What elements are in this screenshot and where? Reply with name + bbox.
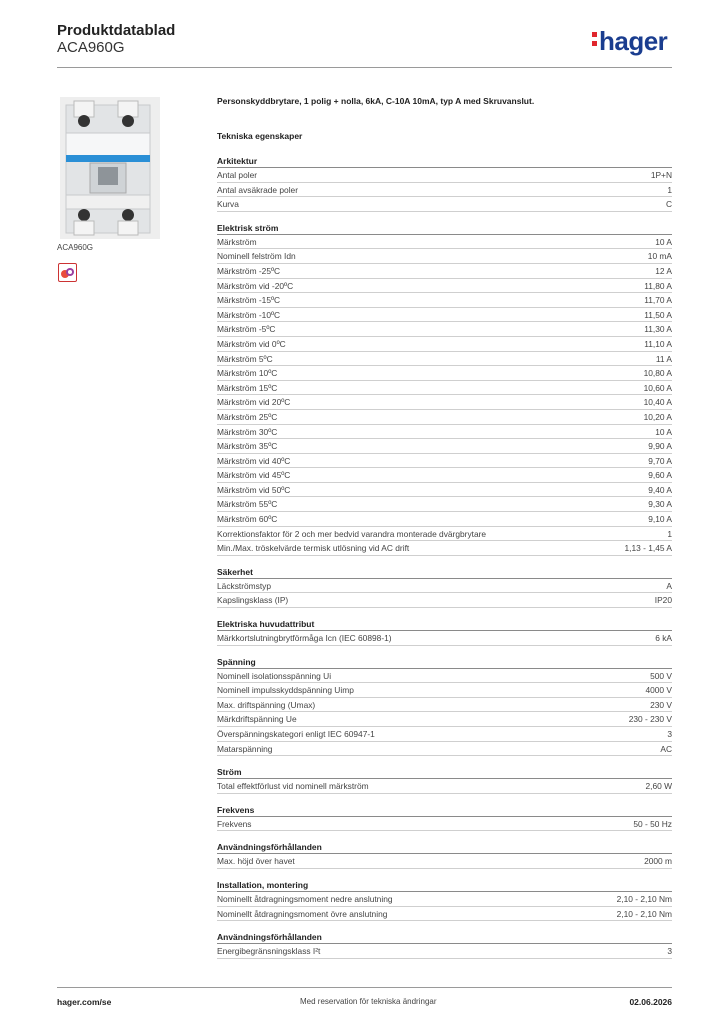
product-code: ACA960G [57,39,125,56]
spec-value: C [665,199,672,210]
spec-row [217,439,672,454]
hager-logo [592,27,667,55]
section-title: Elektrisk ström [217,222,672,235]
spec-value: 230 V [650,699,672,710]
spec-value: 3 [667,946,672,957]
spec-row [217,249,672,264]
spec-row [217,235,672,250]
spec-section [217,804,672,832]
spec-value: 2,10 - 2,10 Nm [616,893,672,904]
footer-note: Med reservation för tekniska ändringar [300,997,437,1006]
spec-label: Läckströmstyp [217,580,271,591]
spec-row [217,698,672,713]
spec-value: 11,80 A [644,280,672,291]
spec-value: 1 [667,184,672,195]
spec-label: Märkström 60ºC [217,514,278,525]
section-title: Användningsförhållanden [217,841,672,854]
spec-label: Energibegränsningsklass I²t [217,946,321,957]
spec-label: Frekvens [217,818,252,829]
spec-label: Överspänningskategori enligt IEC 60947-1 [217,729,375,739]
header-divider [57,67,672,68]
spec-label: Nominell impulsskyddspänning Uimp [217,685,354,696]
spec-row [217,541,672,556]
footer-date: 02.06.2026 [629,997,672,1007]
spec-label: Märkström 55ºC [217,499,278,510]
spec-value: 9,70 A [648,455,672,466]
spec-section [217,155,672,212]
spec-label: Max. driftspänning (Umax) [217,699,316,710]
spec-label: Nominell felström Idn [217,251,296,262]
spec-row [217,425,672,440]
spec-row [217,854,672,869]
spec-value: 10,40 A [643,397,672,408]
spec-row [217,907,672,922]
section-title: Användningsförhållanden [217,931,672,944]
spec-label: Nominellt åtdragningsmoment övre anslutning [217,908,388,919]
spec-value: 3 [667,729,672,739]
spec-label: Märkström -15ºC [217,295,281,306]
spec-value: 11 A [655,353,672,364]
spec-row [217,454,672,469]
product-description: Personskyddbrytare, 1 polig + nolla, 6kA, C-10A 10mA, typ A med Skruvanslut. [217,96,535,106]
logo-text: hager [599,26,668,56]
spec-row [217,322,672,337]
spec-value: 230 - 230 V [628,714,672,725]
section-title: Ström [217,766,672,779]
spec-value: 1,13 - 1,45 A [624,543,672,554]
spec-label: Matarspänning [217,743,273,754]
spec-label: Märkström 35ºC [217,441,278,452]
section-title: Arkitektur [217,155,672,168]
spec-label: Märkkortslutningbrytförmåga Icn (IEC 60898-1) [217,633,392,644]
footer-divider [57,987,672,988]
spec-row [217,410,672,425]
spec-label: Antal poler [217,170,258,180]
circuit-breaker-icon [60,97,160,239]
spec-row [217,197,672,212]
spec-label: Märkström 5ºC [217,353,273,364]
spec-row [217,892,672,907]
spec-label: Märkström vid 45ºC [217,470,291,481]
spec-value: 10,20 A [643,411,672,422]
spec-value: 11,30 A [644,324,672,335]
spec-value: 11,10 A [644,338,672,349]
section-title: Installation, montering [217,879,672,892]
spec-row [217,264,672,279]
spec-value: 11,50 A [644,309,672,320]
section-title: Elektriska huvudattribut [217,618,672,631]
spec-label: Märkström [217,236,257,247]
spec-value: 11,70 A [644,295,672,306]
spec-section [217,222,672,556]
spec-row [217,308,672,323]
image-caption: ACA960G [57,243,94,252]
spec-row [217,512,672,527]
spec-row [217,352,672,367]
spec-row [217,593,672,608]
spec-row [217,944,672,959]
spec-label: Max. höjd över havet [217,856,295,867]
spec-label: Märkström vid 40ºC [217,455,291,466]
spec-value: 2,10 - 2,10 Nm [616,908,672,919]
spec-row [217,337,672,352]
spec-value: 9,10 A [648,514,672,525]
spec-value: 2000 m [644,856,672,867]
spec-value: 9,30 A [648,499,672,510]
spec-value: 10,60 A [643,382,672,393]
spec-value: 10,80 A [643,368,672,379]
environmental-badge-icon [58,263,77,282]
spec-label: Nominellt åtdragningsmoment nedre anslutning [217,893,393,904]
spec-value: 9,90 A [648,441,672,452]
spec-label: Märkström vid 50ºC [217,484,291,495]
product-image [60,97,160,239]
spec-row [217,366,672,381]
spec-label: Antal avsäkrade poler [217,184,299,195]
spec-label: Märkström 30ºC [217,426,278,437]
spec-label: Kapslingsklass (IP) [217,595,289,606]
section-title: Frekvens [217,804,672,817]
spec-row [217,381,672,396]
spec-label: Min./Max. tröskelvärde termisk utlösning vid AC drift [217,543,410,554]
spec-value: 10 mA [647,251,672,262]
spec-section [217,766,672,794]
spec-label: Märkström 15ºC [217,382,278,393]
spec-row [217,579,672,594]
spec-section [217,931,672,959]
spec-value: 1 [667,528,672,539]
section-title: Spänning [217,656,672,669]
spec-row [217,293,672,308]
spec-label: Märkdriftspänning Ue [217,714,297,725]
spec-value: 500 V [650,670,672,681]
spec-label: Korrektionsfaktor för 2 och mer bedvid varandra monterade dvärgbrytare [217,528,487,539]
spec-section [217,841,672,869]
footer-website-link[interactable]: hager.com/se [57,997,112,1007]
spec-value: 9,40 A [648,484,672,495]
spec-label: Nominell isolationsspänning Ui [217,670,332,681]
spec-row [217,683,672,698]
spec-row [217,631,672,646]
spec-table [217,155,672,969]
logo-dots-icon [592,32,597,50]
spec-value: AC [660,743,672,754]
spec-label: Märkström vid -20ºC [217,280,294,291]
spec-value: 2,60 W [645,781,672,792]
spec-row [217,779,672,794]
spec-label: Total effektförlust vid nominell märkström [217,781,369,792]
spec-row [217,468,672,483]
spec-label: Märkström -25ºC [217,265,281,276]
spec-label: Märkström 25ºC [217,411,278,422]
spec-section [217,618,672,646]
spec-value: 12 A [655,265,672,276]
tech-heading: Tekniska egenskaper [217,131,303,141]
spec-row [217,817,672,832]
spec-value: IP20 [654,595,672,606]
spec-label: Märkström -5ºC [217,324,276,335]
section-title: Säkerhet [217,566,672,579]
spec-value: 4000 V [645,685,672,696]
spec-row [217,712,672,727]
spec-value: 1P+N [650,170,672,180]
spec-row [217,183,672,198]
spec-row [217,279,672,294]
spec-label: Märkström 10ºC [217,368,278,379]
spec-row [217,669,672,684]
page-title: Produktdatablad [57,22,176,39]
spec-value: A [666,580,672,591]
spec-row [217,168,672,183]
spec-value: 6 kA [655,633,672,644]
spec-label: Kurva [217,199,239,210]
spec-label: Märkström -10ºC [217,309,281,320]
spec-value: 10 A [655,426,672,437]
spec-section [217,566,672,608]
spec-value: 9,60 A [648,470,672,481]
spec-row [217,727,672,742]
spec-value: 50 - 50 Hz [633,818,672,829]
spec-label: Märkström vid 0ºC [217,338,286,349]
spec-label: Märkström vid 20ºC [217,397,291,408]
spec-section [217,656,672,757]
spec-row [217,483,672,498]
spec-row [217,527,672,542]
spec-row [217,395,672,410]
spec-value: 10 A [655,236,672,247]
spec-row [217,742,672,757]
spec-section [217,879,672,921]
spec-row [217,497,672,512]
